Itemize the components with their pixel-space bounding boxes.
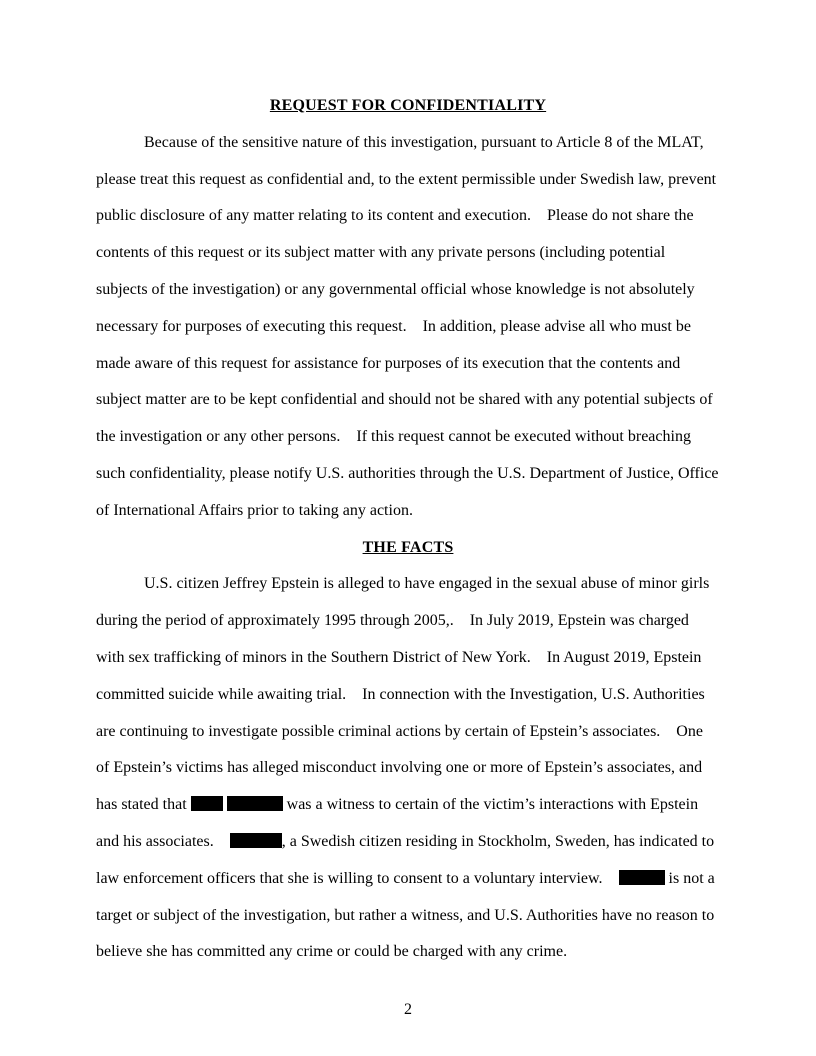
section-heading-request-for-confidentiality: REQUEST FOR CONFIDENTIALITY: [269, 97, 547, 114]
confidentiality-paragraph: [96, 125, 723, 530]
page-number: 2: [404, 1001, 412, 1018]
section-heading-the-facts: THE FACTS: [362, 538, 454, 556]
text-run: , a Swedish citizen residing in Stockholm, Sweden, has indicated to law enforcement officers that she is willing to consent to a voluntary interview.: [96, 832, 719, 887]
text-run: U.S. citizen Jeffrey Epstein is alleged to have engaged in the sexual abuse of minor girls during the period of approximately 1995 through 2005,. In July 2019, Epstein was charged with sex trafficking of minors in the Southern District of New York. In August 2019, Epstein committed suicide while awaiting trial. In connection with the Investigation, U.S. Authorities are continuing to investigate possible criminal actions by certain of Epstein’s associates. One of Epstein’s victims has alleged misconduct involving one or more of Epstein’s associates, and has stated that: [96, 575, 714, 814]
facts-paragraph: [96, 566, 720, 971]
redaction-box: [191, 796, 223, 811]
text-run: was a witness to certain of the victim’s interactions with Epstein and his associates.: [96, 796, 703, 850]
redaction-box: [230, 833, 282, 848]
text-run: Because of the sensitive nature of this investigation, pursuant to Article 8 of the MLAT, please treat this request as confidential and, to the extent permissible under Swedish law, prevent public disclosure of any matter relating to its content and execution. Please do not share the contents of this request or its subject matter with any private persons (including potential subjects of the investigation) or any governmental official whose knowledge is not absolutely necessary for purposes of executing this request. In addition, please advise all who must be made aware of this request for assistance for purposes of its execution that the contents and subject matter are to be kept confidential and should not be shared with any potential subjects of the investigation or any other persons. If this request cannot be executed without breaching such confidentiality, please notify U.S. authorities through the U.S. Department of Justice, Office of International Affairs prior to taking any action.: [96, 133, 723, 519]
text-run: is not a target or subject of the investigation, but rather a witness, and U.S. Authorities have no reason to believe she has committed any crime or could be charged with any crime.: [96, 869, 719, 961]
redaction-box: [227, 796, 283, 811]
redaction-box: [619, 870, 665, 885]
